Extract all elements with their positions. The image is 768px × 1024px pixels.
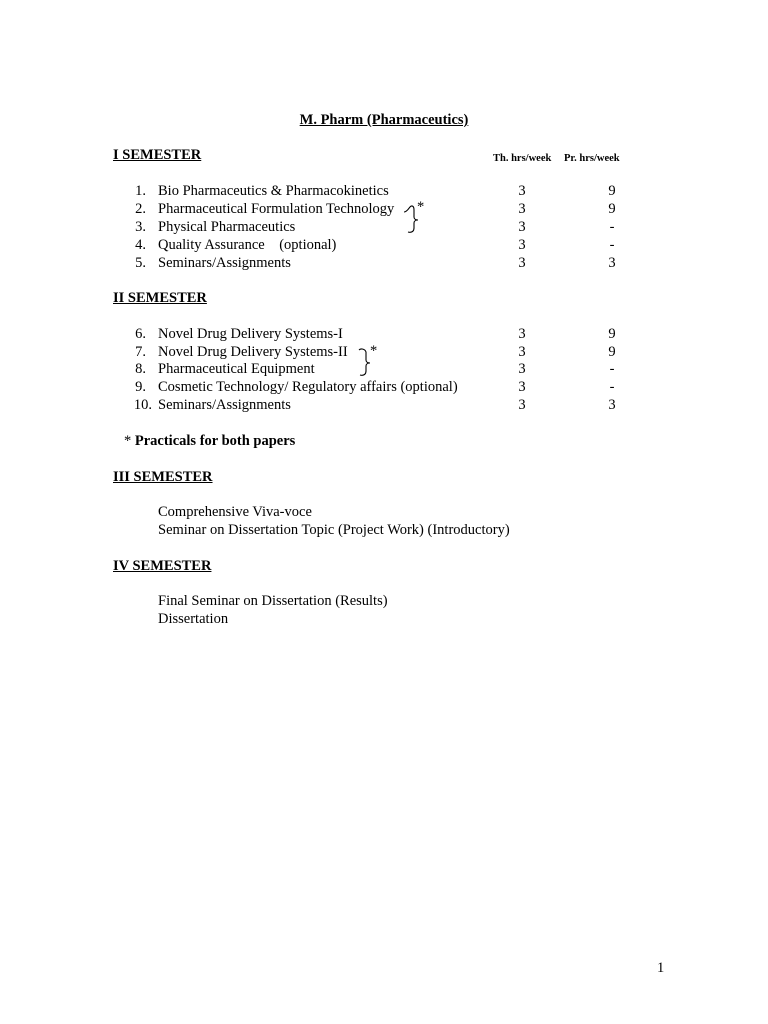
course-name: Bio Pharmaceutics & Pharmacokinetics — [158, 183, 389, 199]
practical-hours: 9 — [608, 201, 616, 217]
practical-hours: 9 — [608, 183, 616, 199]
course-number: 3. — [135, 219, 146, 235]
semester-1-heading: I SEMESTER — [113, 147, 202, 163]
semester-3-item: Seminar on Dissertation Topic (Project Work) (Introductory) — [158, 522, 510, 538]
page-number: 1 — [657, 960, 665, 976]
practicals-note — [124, 433, 295, 450]
course-name: Quality Assurance (optional) — [158, 237, 337, 253]
theory-hours: 3 — [518, 255, 526, 271]
course-name: Physical Pharmaceutics — [158, 219, 296, 235]
theory-hours: 3 — [518, 219, 526, 235]
semester-4-heading: IV SEMESTER — [113, 558, 212, 574]
practical-hours-header: Pr. hrs/week — [564, 153, 620, 164]
page-title: M. Pharm (Pharmaceutics) — [299, 112, 469, 128]
semester-2-heading: II SEMESTER — [113, 290, 207, 306]
course-number: 6. — [135, 326, 146, 342]
theory-hours: 3 — [518, 344, 526, 360]
course-name: Pharmaceutical Formulation Technology — [158, 201, 395, 217]
semester-4-item: Dissertation — [158, 611, 229, 627]
brace-asterisk: * — [370, 343, 378, 359]
theory-hours: 3 — [518, 397, 526, 413]
practical-hours: - — [609, 361, 615, 377]
brace-asterisk: * — [417, 199, 425, 215]
course-name: Novel Drug Delivery Systems-II — [158, 344, 348, 360]
practical-hours: 3 — [608, 255, 616, 271]
semester-3-heading: III SEMESTER — [113, 469, 213, 485]
theory-hours: 3 — [518, 326, 526, 342]
theory-hours: 3 — [518, 379, 526, 395]
practical-hours: - — [609, 379, 615, 395]
practical-hours: - — [609, 237, 615, 253]
practical-hours: 9 — [608, 344, 616, 360]
theory-hours: 3 — [518, 201, 526, 217]
theory-hours: 3 — [518, 237, 526, 253]
semester-4-item: Final Seminar on Dissertation (Results) — [158, 593, 388, 609]
practical-hours: 3 — [608, 397, 616, 413]
course-number: 1. — [135, 183, 146, 199]
practical-hours: 9 — [608, 326, 616, 342]
theory-hours: 3 — [518, 183, 526, 199]
course-number: 8. — [135, 361, 146, 377]
semester-3-item: Comprehensive Viva-voce — [158, 504, 312, 520]
practical-hours: - — [609, 219, 615, 235]
theory-hours: 3 — [518, 361, 526, 377]
course-name: Pharmaceutical Equipment — [158, 361, 315, 377]
course-name: Seminars/Assignments — [158, 397, 291, 413]
course-number: 7. — [135, 344, 146, 360]
course-name: Seminars/Assignments — [158, 255, 291, 271]
note-text: Practicals for both papers — [134, 433, 296, 449]
course-number: 4. — [135, 237, 146, 253]
course-number: 10. — [133, 397, 152, 413]
course-number: 5. — [135, 255, 146, 271]
note-asterisk: * — [124, 433, 132, 449]
course-name: Cosmetic Technology/ Regulatory affairs (optional) — [158, 379, 458, 395]
theory-hours-header: Th. hrs/week — [493, 153, 552, 164]
course-number: 2. — [135, 201, 146, 217]
course-name: Novel Drug Delivery Systems-I — [158, 326, 343, 342]
course-number: 9. — [135, 379, 146, 395]
